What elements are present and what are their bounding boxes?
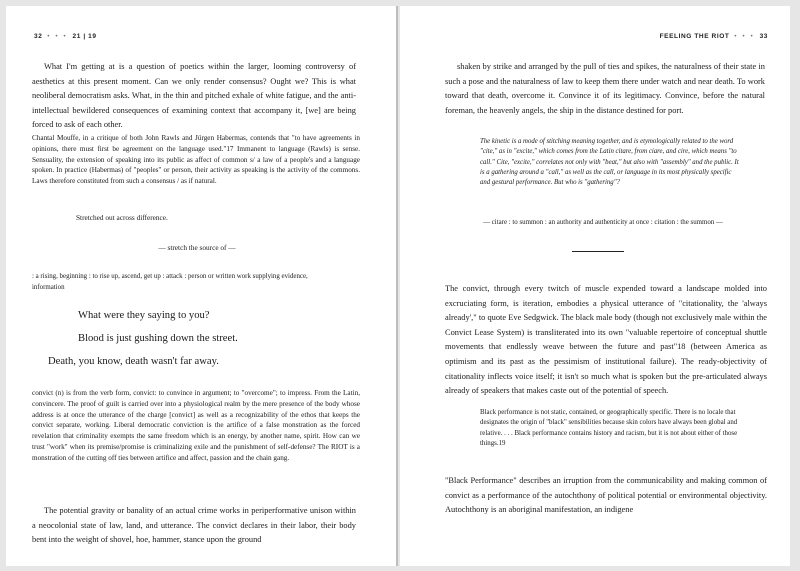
left-page-number: 32 (34, 33, 43, 40)
left-header-title: 21 | 19 (72, 33, 97, 40)
left-page (6, 6, 396, 566)
left-final-paragraph: The potential gravity or banality of an actual crime works in periperformative unison within a neocolonial state of law, land, and utterance. The convict declares in their labor, their body bent into the weight of shovel, hoe, hammer, stance upon the ground (32, 506, 356, 545)
page-gutter (396, 6, 398, 566)
citare-line: — citare : to summon : an authority and authenticity at once : citation : the summon — (483, 219, 723, 226)
header-dots: • • • (734, 33, 755, 40)
stretch-line: — stretch the source of — (158, 243, 236, 252)
left-paragraph-mouffe: Chantal Mouffe, in a critique of both John Rawls and Jürgen Habermas, contends that "to have agreements in opinions, there must first be agreement on the language used."17 Immanent to language (Rawls) is sense. Sensuality, the extension of speaking into its public as affect of common s/ a law of a people's and a language spoken. In practice (Habermas) of "peoples" or person, their activity as speaking is the activity of the commons. Laws therefore constituted from such a consensus / as if natural. (32, 134, 360, 186)
right-paragraph-convict: The convict, through every twitch of muscle expended toward a landscape molded into excruciating form, is iteration, embodies a physical utterance of "citationality, the 'always already'," to quote Eve Sedgwick. The black male body (though not exclusively male within the Convict Lease System) is transliterated into its own "valuable repertoire of conceptual shuttle movements that endlessly weave between the future and past"18 (between America as optimism and its past as the pessimism of institutional failure). The ready-objectivity of citationality inflects voice itself; it isn't so much what is spoken but the pre-articulated always already of speakers that makes caste out of the potential of speech. (445, 284, 767, 396)
right-running-header (660, 33, 768, 40)
stretched-line: Stretched out across difference. (76, 213, 168, 222)
kinetic-quote: The kinetic is a mode of stitching meaning together, and is etymologically related to the word "cite," as in "excite," which comes from the Latin citare, from ciare, and cire, which means "to call." Cite, "excite," correlates not only with "beat," but also with "assembly" and the public. It is a gathering around a "call," as well as the call, or language in its most physically specific and gestural performance. But who is "gathering"? (480, 138, 739, 187)
header-dots: • • • (47, 33, 68, 40)
big-line-2: Blood is just gushing down the street. (78, 333, 238, 344)
right-page (400, 6, 790, 566)
black-performance-quote: Black performance is not static, contained, or geographically specific. There is no locale that designates the origin of "black" sensibilities because skin colors have always been global and relative. . . . Black performance contains history and racism, but it is not about either of those things.19 (480, 409, 738, 448)
left-paragraph-1: What I'm getting at is a question of poetics within the larger, looming controversy of aesthetics at this present moment. Can we only render consensus? Ought we? This is what neoliberal democratism asks. What, in the thin and pitched exhale of white fatigue, and the anti-intellectual bewildered consequences of examining context that accompany it, [we] are being forced to ask of each other. (32, 62, 356, 130)
big-line-3: Death, you know, death wasn't far away. (48, 356, 219, 367)
right-page-number: 33 (759, 33, 768, 40)
left-running-header (34, 33, 97, 40)
convict-paragraph: convict (n) is from the verb form, convict: to convince in argument; to "overcome"; to impress. From the Latin, convincere. The proof of guilt is carried over into a physiological realm by the mere presence of the body whose address is at once the utterance of the charge [convict] as well as a recognizability of the ethos that keeps the convict separate, working. Liberal democratic conviction is the artifice of a false monstration as the forced revelation that criminality exempts the same freedom which is an energy, by another name, spirit. How can we trust "work" when its premise/promise is criminalizing exile and the punishment of self-defense? The RIOT is a monstration of the cutting off ties between artifice and affect, passion and the chain gang. (32, 389, 360, 462)
definition-line: : a rising, beginning : to rise up, ascend, get up : attack : person or written work supplying evidence, information (32, 273, 308, 291)
section-divider (572, 251, 624, 252)
big-line-1: What were they saying to you? (78, 310, 210, 321)
right-paragraph-black-performance: "Black Performance" describes an irruption from the communicability and making common of convict as a performance of the autochthony of political potential or environmental objectivity. Autochthony is an aboriginal manifestation, an indigene (445, 476, 767, 515)
right-header-title: FEELING THE RIOT (659, 33, 730, 40)
right-paragraph-1: shaken by strike and arranged by the pull of ties and spikes, the naturalness of their state in such a pose and the naturalness of law to keep them there under watch and near death. To work toward that death, overcome it. Convince it of its legitimacy. Convince, before the natural foreman, the heavenly angels, the ship in the distance destined for port. (445, 62, 765, 115)
